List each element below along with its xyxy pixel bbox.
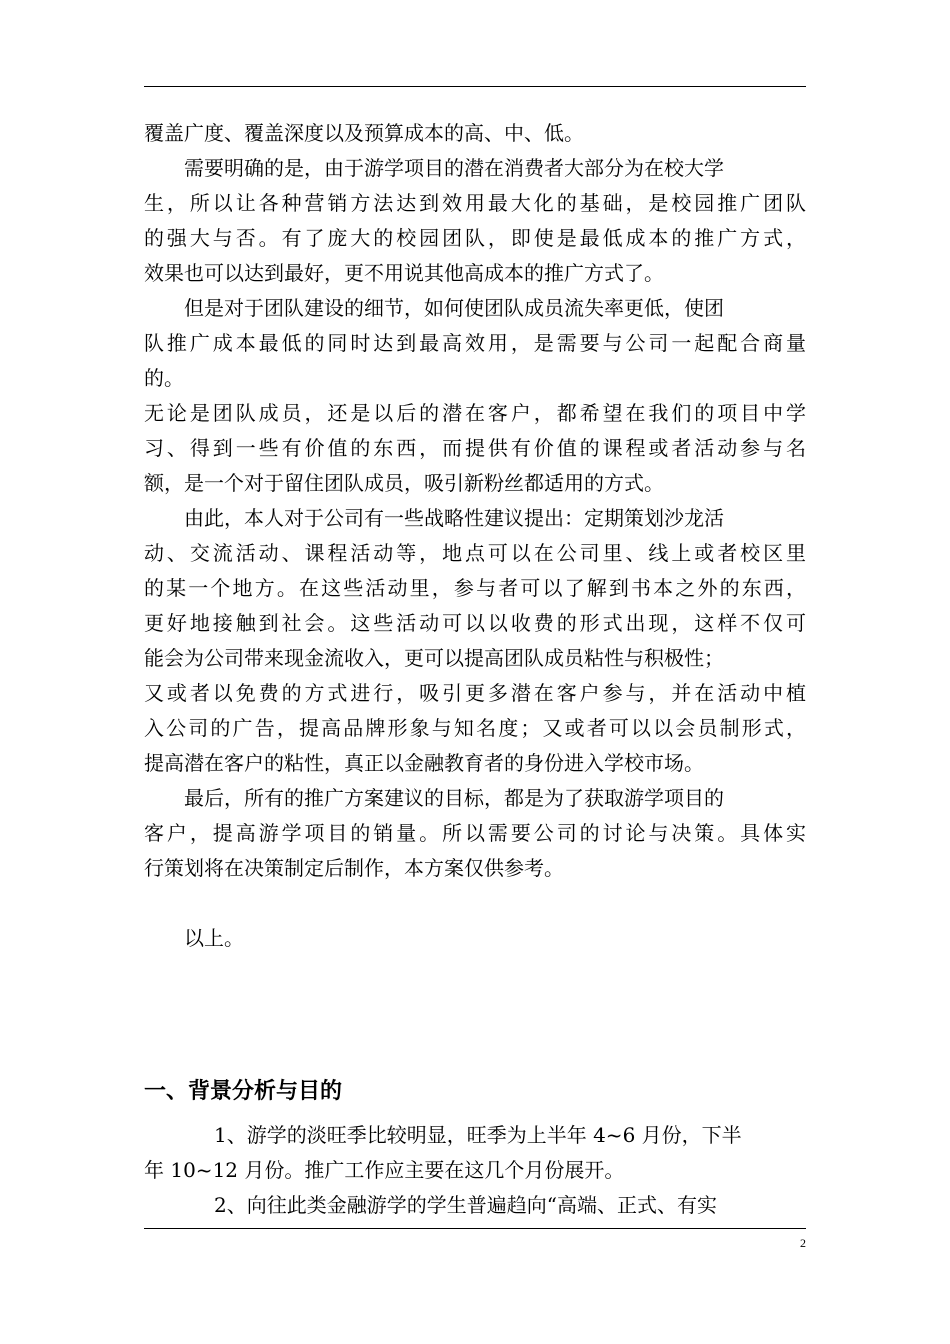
paragraph-line: 又或者以免费的方式进行，吸引更多潜在客户参与，并在活动中植 bbox=[144, 681, 806, 705]
paragraph-line: 更好地接触到社会。这些活动可以以收费的形式出现，这样不仅可 bbox=[144, 611, 806, 635]
section-line: 2、向往此类金融游学的学生普遍趋向“高端、正式、有实 bbox=[214, 1193, 717, 1217]
paragraph-line: 习、得到一些有价值的东西，而提供有价值的课程或者活动参与名 bbox=[144, 436, 806, 460]
paragraph-line: 覆盖广度、覆盖深度以及预算成本的高、中、低。 bbox=[144, 121, 584, 145]
section-heading: 一、背景分析与目的 bbox=[144, 1078, 343, 1104]
paragraph-line: 提高潜在客户的粘性，真正以金融教育者的身份进入学校市场。 bbox=[144, 751, 704, 775]
paragraph-line: 入公司的广告，提高品牌形象与知名度；又或者可以以会员制形式， bbox=[144, 716, 806, 740]
paragraph-line: 由此，本人对于公司有一些战略性建议提出：定期策划沙龙活 bbox=[184, 506, 724, 530]
paragraph-line: 但是对于团队建设的细节，如何使团队成员流失率更低，使团 bbox=[184, 296, 724, 320]
paragraph-line: 的强大与否。有了庞大的校园团队，即使是最低成本的推广方式， bbox=[144, 226, 806, 250]
paragraph-line: 最后，所有的推广方案建议的目标，都是为了获取游学项目的 bbox=[184, 786, 724, 810]
paragraph-line: 能会为公司带来现金流收入，更可以提高团队成员粘性与积极性； bbox=[144, 646, 724, 670]
header-rule bbox=[144, 86, 806, 87]
paragraph-line: 效果也可以达到最好，更不用说其他高成本的推广方式了。 bbox=[144, 261, 664, 285]
section-line: 年 10~12 月份。推广工作应主要在这几个月份展开。 bbox=[144, 1158, 625, 1182]
paragraph-line: 需要明确的是，由于游学项目的潜在消费者大部分为在校大学 bbox=[184, 156, 724, 180]
paragraph-line: 动、交流活动、课程活动等，地点可以在公司里、线上或者校区里 bbox=[144, 541, 806, 565]
footer-rule bbox=[144, 1228, 806, 1229]
paragraph-line: 的某一个地方。在这些活动里，参与者可以了解到书本之外的东西， bbox=[144, 576, 806, 600]
paragraph-line: 的。 bbox=[144, 366, 184, 390]
paragraph-line: 队推广成本最低的同时达到最高效用，是需要与公司一起配合商量 bbox=[144, 331, 806, 355]
paragraph-line: 额，是一个对于留住团队成员，吸引新粉丝都适用的方式。 bbox=[144, 471, 664, 495]
page-number: 2 bbox=[800, 1236, 806, 1250]
paragraph-line: 行策划将在决策制定后制作，本方案仅供参考。 bbox=[144, 856, 564, 880]
paragraph-line: 无论是团队成员，还是以后的潜在客户，都希望在我们的项目中学 bbox=[144, 401, 806, 425]
paragraph-line: 生，所以让各种营销方法达到效用最大化的基础，是校园推广团队 bbox=[144, 191, 806, 215]
section-line: 1、游学的淡旺季比较明显，旺季为上半年 4~6 月份，下半 bbox=[214, 1123, 742, 1147]
closing-line: 以上。 bbox=[184, 926, 244, 950]
paragraph-line: 客户，提高游学项目的销量。所以需要公司的讨论与决策。具体实 bbox=[144, 821, 806, 845]
